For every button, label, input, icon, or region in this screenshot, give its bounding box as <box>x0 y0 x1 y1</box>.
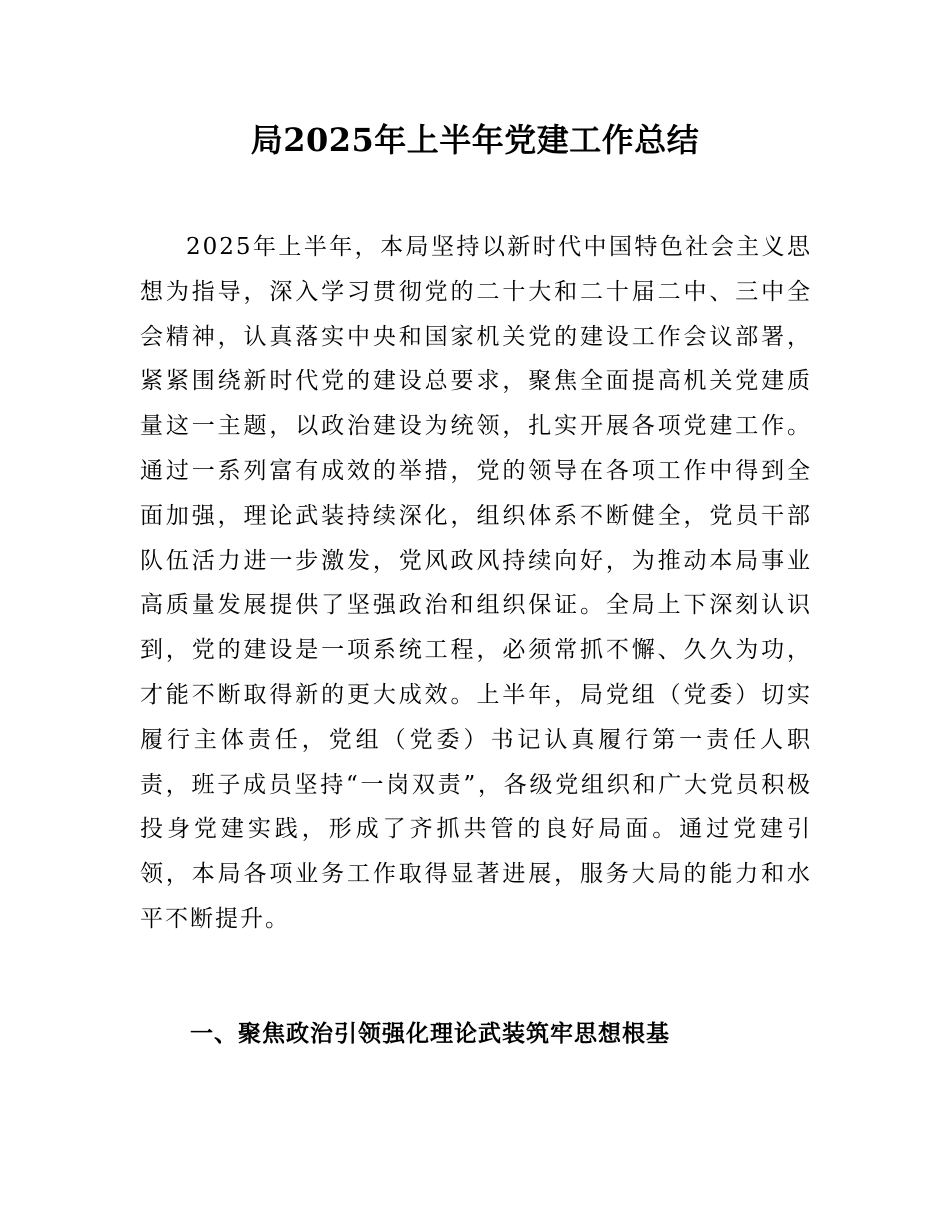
document-title: 局2025年上半年党建工作总结 <box>250 121 700 159</box>
intro-paragraph: 2025年上半年，本局坚持以新时代中国特色社会主义思想为指导，深入学习贯彻党的二十大和二十届二中、三中全会精神，认真落实中央和国家机关党的建设工作会议部署，紧紧围绕新时代党的建设总要求，聚焦全面提高机关党建质量这一主题，以政治建设为统领，扎实开展各项党建工作。通过一系列富有成效的举措，党的领导在各项工作中得到全面加强，理论武装持续深化，组织体系不断健全，党员干部队伍活力进一步激发，党风政风持续向好，为推动本局事业高质量发展提供了坚强政治和组织保证。全局上下深刻认识到，党的建设是一项系统工程，必须常抓不懈、久久为功，才能不断取得新的更大成效。上半年，局党组（党委）切实履行主体责任，党组（党委）书记认真履行第一责任人职责，班子成员坚持“一岗双责”，各级党组织和广大党员积极投身党建实践，形成了齐抓共管的良好局面。通过党建引领，本局各项业务工作取得显著进展，服务大局的能力和水平不断提升。 <box>140 234 812 932</box>
section-heading: 一、聚焦政治引领强化理论武装筑牢思想根基 <box>190 1021 670 1047</box>
